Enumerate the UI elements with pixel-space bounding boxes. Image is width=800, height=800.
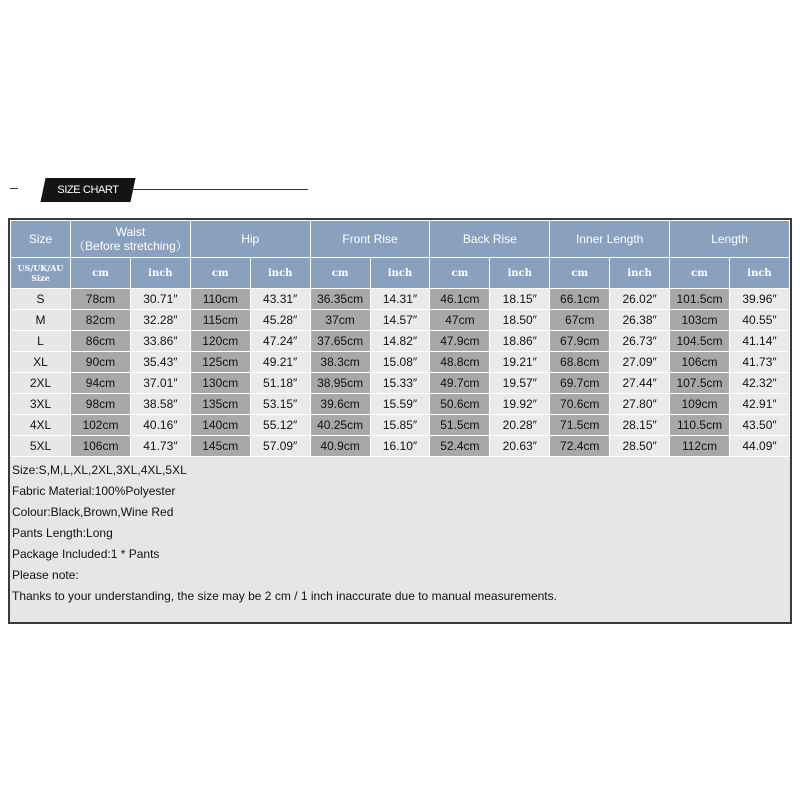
size-region-label: US/UK/AU (17, 263, 64, 273)
hip-cm-cell: 140cm (190, 415, 250, 436)
size-chart-frame (8, 218, 792, 624)
waist-cm-cell: 82cm (71, 310, 131, 331)
table-row (11, 289, 790, 310)
note-please-note: Please note: (12, 568, 79, 582)
inner-length-cm-cell: 69.7cm (550, 373, 610, 394)
waist-header (71, 221, 191, 258)
front-rise-cm-cell: 37cm (310, 310, 370, 331)
size-region-sublabel: Size (31, 273, 50, 283)
inner-length-cm-cell: 68.8cm (550, 352, 610, 373)
waist-cm-cell: 78cm (71, 289, 131, 310)
length-inch-cell: 42.32″ (729, 373, 789, 394)
front-rise-cm-cell: 37.65cm (310, 331, 370, 352)
back-rise-cm-cell: 47.9cm (430, 331, 490, 352)
hip-cm-cell: 135cm (190, 394, 250, 415)
front-rise-inch-cell: 16.10″ (370, 436, 430, 457)
length-inch-cell: 41.14″ (729, 331, 789, 352)
waist-inch-cell: 30.71″ (130, 289, 190, 310)
size-cell: M (11, 310, 71, 331)
unit-inch: inch (490, 258, 550, 289)
table-row (11, 415, 790, 436)
waist-inch-cell: 32.28″ (130, 310, 190, 331)
table-row (11, 373, 790, 394)
inner-length-header: Inner Length (550, 221, 670, 258)
back-rise-cm-cell: 50.6cm (430, 394, 490, 415)
size-region-header (11, 258, 71, 289)
length-cm-cell: 104.5cm (670, 331, 730, 352)
table-row (11, 331, 790, 352)
note-accuracy: Thanks to your understanding, the size may be 2 cm / 1 inch inaccurate due to manual measurements. (12, 589, 557, 603)
table-row (11, 352, 790, 373)
size-chart-title-row (8, 178, 308, 202)
inner-length-inch-cell: 28.15″ (610, 415, 670, 436)
size-cell: 2XL (11, 373, 71, 394)
note-colour: Colour:Black,Brown,Wine Red (12, 505, 174, 519)
inner-length-cm-cell: 72.4cm (550, 436, 610, 457)
waist-inch-cell: 40.16″ (130, 415, 190, 436)
unit-cm: cm (71, 258, 131, 289)
inner-length-cm-cell: 66.1cm (550, 289, 610, 310)
front-rise-cm-cell: 39.6cm (310, 394, 370, 415)
length-cm-cell: 101.5cm (670, 289, 730, 310)
waist-inch-cell: 38.58″ (130, 394, 190, 415)
length-inch-cell: 41.73″ (729, 352, 789, 373)
waist-inch-cell: 37.01″ (130, 373, 190, 394)
back-rise-cm-cell: 51.5cm (430, 415, 490, 436)
waist-cm-cell: 90cm (71, 352, 131, 373)
note-pants-length: Pants Length:Long (12, 526, 113, 540)
length-header: Length (670, 221, 790, 258)
unit-cm: cm (550, 258, 610, 289)
front-rise-inch-cell: 15.08″ (370, 352, 430, 373)
size-cell: XL (11, 352, 71, 373)
front-rise-inch-cell: 14.57″ (370, 310, 430, 331)
waist-cm-cell: 106cm (71, 436, 131, 457)
length-cm-cell: 103cm (670, 310, 730, 331)
back-rise-inch-cell: 18.15″ (490, 289, 550, 310)
hip-inch-cell: 53.15″ (250, 394, 310, 415)
unit-cm: cm (430, 258, 490, 289)
size-table (10, 220, 790, 457)
size-column-header: Size (11, 221, 71, 258)
hip-inch-cell: 49.21″ (250, 352, 310, 373)
length-cm-cell: 106cm (670, 352, 730, 373)
hip-inch-cell: 45.28″ (250, 310, 310, 331)
note-sizes: Size:S,M,L,XL,2XL,3XL,4XL,5XL (12, 463, 187, 477)
size-cell: L (11, 331, 71, 352)
front-rise-header: Front Rise (310, 221, 430, 258)
length-inch-cell: 43.50″ (729, 415, 789, 436)
title-underline (130, 189, 308, 190)
unit-cm: cm (190, 258, 250, 289)
unit-cm: cm (310, 258, 370, 289)
front-rise-inch-cell: 14.82″ (370, 331, 430, 352)
front-rise-inch-cell: 14.31″ (370, 289, 430, 310)
back-rise-header: Back Rise (430, 221, 550, 258)
table-header-row (11, 221, 790, 258)
table-row (11, 394, 790, 415)
inner-length-cm-cell: 71.5cm (550, 415, 610, 436)
waist-header-note: （Before stretching） (73, 239, 188, 253)
waist-inch-cell: 33.86″ (130, 331, 190, 352)
back-rise-cm-cell: 52.4cm (430, 436, 490, 457)
inner-length-cm-cell: 67.9cm (550, 331, 610, 352)
waist-cm-cell: 94cm (71, 373, 131, 394)
front-rise-cm-cell: 36.35cm (310, 289, 370, 310)
inner-length-cm-cell: 67cm (550, 310, 610, 331)
back-rise-inch-cell: 20.63″ (490, 436, 550, 457)
back-rise-inch-cell: 18.86″ (490, 331, 550, 352)
back-rise-inch-cell: 18.50″ (490, 310, 550, 331)
waist-cm-cell: 98cm (71, 394, 131, 415)
unit-inch: inch (250, 258, 310, 289)
note-package: Package Included:1 * Pants (12, 547, 160, 561)
back-rise-cm-cell: 46.1cm (430, 289, 490, 310)
back-rise-inch-cell: 19.92″ (490, 394, 550, 415)
inner-length-cm-cell: 70.6cm (550, 394, 610, 415)
inner-length-inch-cell: 27.09″ (610, 352, 670, 373)
back-rise-inch-cell: 20.28″ (490, 415, 550, 436)
front-rise-cm-cell: 38.3cm (310, 352, 370, 373)
table-unit-row (11, 258, 790, 289)
hip-cm-cell: 130cm (190, 373, 250, 394)
size-cell: 3XL (11, 394, 71, 415)
size-cell: 4XL (11, 415, 71, 436)
waist-header-label: Waist (115, 225, 146, 239)
front-rise-cm-cell: 38.95cm (310, 373, 370, 394)
inner-length-inch-cell: 26.02″ (610, 289, 670, 310)
unit-cm: cm (670, 258, 730, 289)
back-rise-cm-cell: 47cm (430, 310, 490, 331)
front-rise-inch-cell: 15.59″ (370, 394, 430, 415)
back-rise-inch-cell: 19.57″ (490, 373, 550, 394)
size-cell: S (11, 289, 71, 310)
hip-cm-cell: 125cm (190, 352, 250, 373)
unit-inch: inch (610, 258, 670, 289)
front-rise-cm-cell: 40.9cm (310, 436, 370, 457)
front-rise-cm-cell: 40.25cm (310, 415, 370, 436)
inner-length-inch-cell: 28.50″ (610, 436, 670, 457)
hip-header: Hip (190, 221, 310, 258)
hip-inch-cell: 51.18″ (250, 373, 310, 394)
product-notes (12, 460, 782, 607)
inner-length-inch-cell: 26.38″ (610, 310, 670, 331)
hip-inch-cell: 47.24″ (250, 331, 310, 352)
inner-length-inch-cell: 26.73″ (610, 331, 670, 352)
size-chart-title: SIZE CHART (57, 184, 119, 196)
length-cm-cell: 109cm (670, 394, 730, 415)
hip-cm-cell: 110cm (190, 289, 250, 310)
hip-inch-cell: 57.09″ (250, 436, 310, 457)
inner-length-inch-cell: 27.44″ (610, 373, 670, 394)
length-inch-cell: 44.09″ (729, 436, 789, 457)
front-rise-inch-cell: 15.85″ (370, 415, 430, 436)
unit-inch: inch (370, 258, 430, 289)
table-row (11, 310, 790, 331)
title-dash (10, 188, 18, 189)
size-chart-badge (40, 178, 135, 202)
table-row (11, 436, 790, 457)
hip-cm-cell: 145cm (190, 436, 250, 457)
front-rise-inch-cell: 15.33″ (370, 373, 430, 394)
unit-inch: inch (130, 258, 190, 289)
length-inch-cell: 39.96″ (729, 289, 789, 310)
waist-inch-cell: 35.43″ (130, 352, 190, 373)
size-cell: 5XL (11, 436, 71, 457)
hip-cm-cell: 115cm (190, 310, 250, 331)
hip-inch-cell: 55.12″ (250, 415, 310, 436)
length-inch-cell: 40.55″ (729, 310, 789, 331)
back-rise-cm-cell: 48.8cm (430, 352, 490, 373)
unit-inch: inch (729, 258, 789, 289)
inner-length-inch-cell: 27.80″ (610, 394, 670, 415)
waist-inch-cell: 41.73″ (130, 436, 190, 457)
waist-cm-cell: 102cm (71, 415, 131, 436)
length-cm-cell: 107.5cm (670, 373, 730, 394)
back-rise-inch-cell: 19.21″ (490, 352, 550, 373)
length-cm-cell: 110.5cm (670, 415, 730, 436)
hip-inch-cell: 43.31″ (250, 289, 310, 310)
waist-cm-cell: 86cm (71, 331, 131, 352)
length-cm-cell: 112cm (670, 436, 730, 457)
hip-cm-cell: 120cm (190, 331, 250, 352)
length-inch-cell: 42.91″ (729, 394, 789, 415)
back-rise-cm-cell: 49.7cm (430, 373, 490, 394)
note-fabric: Fabric Material:100%Polyester (12, 484, 176, 498)
